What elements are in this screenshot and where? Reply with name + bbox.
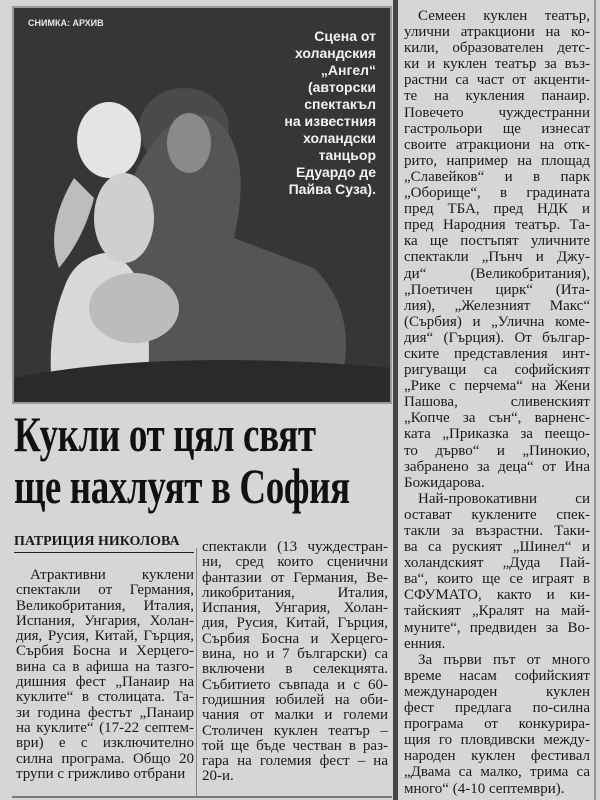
- text-line: то дърво“ и „Пинокио,: [404, 442, 590, 459]
- text-line: Великобритания, Италия,: [16, 597, 194, 614]
- text-line: Сърбия Босна и Херцего-: [202, 630, 388, 647]
- text-line: на куклите“ (17-22 септем-: [16, 719, 194, 736]
- text-line: Най-провокативни си: [418, 490, 590, 507]
- caption-line: Едуардо де: [296, 164, 376, 180]
- text-line: международен куклен: [404, 683, 590, 700]
- article-column-right: [404, 8, 590, 797]
- text-line: спектакли от Германия,: [16, 582, 194, 599]
- column-divider: [196, 548, 197, 796]
- text-line: чания от малки и големи: [202, 707, 388, 724]
- text-line: ликобритания, Италия,: [202, 584, 388, 601]
- column-divider-bar: [393, 0, 398, 800]
- text-line: вина, но и 7 български) са: [202, 646, 388, 663]
- text-line: лия), „Железният Макс“: [404, 297, 590, 314]
- photo-credit: СНИМКА: АРХИВ: [28, 18, 104, 28]
- text-line: Семеен куклен театър,: [418, 8, 590, 24]
- text-line: народен куклен фестивал: [404, 748, 590, 765]
- text-line: фантазии от Германия, Ве-: [202, 569, 388, 586]
- text-line: остават куклените спек-: [404, 506, 590, 523]
- text-line: трупи с грижливо отбрани: [16, 765, 186, 782]
- text-line: „Рике с перчема“ на Жени: [404, 378, 590, 395]
- text-line: спектакли (13 чуждестран-: [202, 539, 388, 555]
- text-line: силна програма. Общо 20: [16, 750, 194, 767]
- caption-line: на известния: [284, 113, 376, 129]
- text-line: ди“ (Великобритания),: [404, 265, 590, 282]
- text-line: гастрольори ще изнесат: [404, 120, 590, 137]
- text-line: спектакли „Пънч и Джу-: [404, 249, 590, 266]
- bottom-rule: [12, 796, 392, 798]
- caption-line: холандския: [294, 45, 376, 61]
- text-line: ври) е с изключително: [16, 735, 194, 752]
- text-line: фест предлага по-силна: [404, 700, 590, 717]
- text-line: Атрактивни куклени: [30, 567, 194, 583]
- headline-line-1: Кукли от цял свят: [14, 406, 316, 462]
- text-line: своите атракциони на отк-: [404, 136, 590, 153]
- text-line: Повечето чуждестранни: [404, 104, 590, 121]
- article-column-middle: [202, 540, 388, 785]
- text-line: дия, Русия, Китай, Гърция,: [202, 615, 388, 632]
- text-line: такли за възрастни. Таки-: [404, 523, 590, 539]
- text-line: „Копче за сън“, варненс-: [404, 410, 590, 427]
- headline: [14, 408, 392, 512]
- text-line: Сърбия Босна и Херцего-: [16, 643, 194, 660]
- text-line: ва“, които ще се играят в: [404, 571, 590, 588]
- text-line: За първи път от много: [418, 651, 590, 668]
- article-column-left: [16, 568, 194, 782]
- caption-line: холандски: [303, 130, 376, 146]
- text-line: забранено за деца“ от Ина: [404, 458, 590, 475]
- text-line: СФУМАТО, както и ки-: [404, 587, 590, 604]
- text-line: пред Народния театър. Та-: [404, 217, 590, 234]
- text-line: „Оборище“, в градината: [404, 185, 590, 202]
- article-photo: [12, 6, 392, 404]
- caption-line: спектакъл: [304, 96, 376, 112]
- photo-caption: [284, 28, 376, 198]
- text-line: (Сърбия) и „Улична коме-: [404, 313, 590, 330]
- text-line: „Славейков“ и в парк: [404, 168, 590, 185]
- text-line: 20-и.: [202, 768, 234, 785]
- text-line: ва са руският „Шинел“ и: [404, 539, 590, 556]
- right-edge: [594, 0, 596, 800]
- author-byline: ПАТРИЦИЯ НИКОЛОВА: [14, 534, 194, 553]
- text-line: холандският „Дуда Пай-: [404, 555, 590, 572]
- text-line: ни, сред които сценични: [202, 554, 388, 571]
- text-line: рито, например на площад: [404, 152, 590, 169]
- text-line: дия, Русия, Китай, Гърция,: [16, 628, 194, 645]
- text-line: „Поетичен цирк“ (Ита-: [404, 281, 590, 298]
- caption-line: Сцена от: [314, 28, 376, 44]
- text-line: Пашова, сливенският: [404, 394, 590, 411]
- text-line: улични атракциони на ко-: [404, 24, 590, 41]
- text-line: Столичен куклен театър –: [202, 722, 388, 739]
- headline-line-2: ще нахлуят в София: [14, 458, 350, 514]
- text-line: вина са в афиша на тазго-: [16, 658, 194, 675]
- caption-line: танцьор: [318, 147, 376, 163]
- text-line: зи година фестът „Панаир: [16, 704, 194, 721]
- text-line: Испания, Унгария, Холан-: [16, 612, 194, 629]
- text-line: те на кукления панаир.: [404, 88, 590, 105]
- text-line: тайският „Кралят на май-: [404, 603, 590, 620]
- text-line: куклите“ в столицата. Та-: [16, 689, 194, 706]
- text-line: щия го пловдивски между-: [404, 732, 590, 749]
- text-line: растни са част от акценти-: [404, 72, 590, 89]
- text-line: програма от конкурира-: [404, 716, 590, 733]
- text-line: муните“, предвиден за Во-: [404, 619, 590, 636]
- text-line: време насам софийският: [404, 667, 590, 684]
- text-line: ки и куклен театър за въз-: [404, 56, 590, 73]
- text-line: включени в селекцията.: [202, 661, 388, 678]
- text-line: енния.: [404, 635, 446, 652]
- text-line: дишния фест „Панаир на: [16, 674, 194, 691]
- text-line: ката „Приказка за пеещо-: [404, 426, 590, 443]
- text-line: Божидарова.: [404, 474, 485, 491]
- text-line: той ще бъде честван в раз-: [202, 737, 388, 754]
- caption-line: „Ангел“: [320, 62, 376, 78]
- text-line: много“ (4-10 септември).: [404, 780, 565, 797]
- text-line: Събитието съвпада и с 60-: [202, 676, 388, 693]
- caption-line: Пайва Суза).: [288, 181, 376, 197]
- text-line: ските представления инт-: [404, 345, 590, 362]
- text-line: ригуващи са софийският: [404, 362, 590, 379]
- text-line: гара на големия фест – на: [202, 753, 388, 770]
- caption-line: (авторски: [307, 79, 376, 95]
- text-line: ка ще постъпят уличните: [404, 233, 590, 250]
- text-line: годишния юбилей на оби-: [202, 691, 388, 708]
- text-line: пред ТБА, пред НДК и: [404, 201, 590, 218]
- text-line: кили, образователен детс-: [404, 40, 590, 57]
- text-line: „Двама са малко, трима са: [404, 764, 590, 781]
- text-line: дия“ (Гърция). От българ-: [404, 329, 590, 346]
- text-line: Испания, Унгария, Холан-: [202, 600, 388, 617]
